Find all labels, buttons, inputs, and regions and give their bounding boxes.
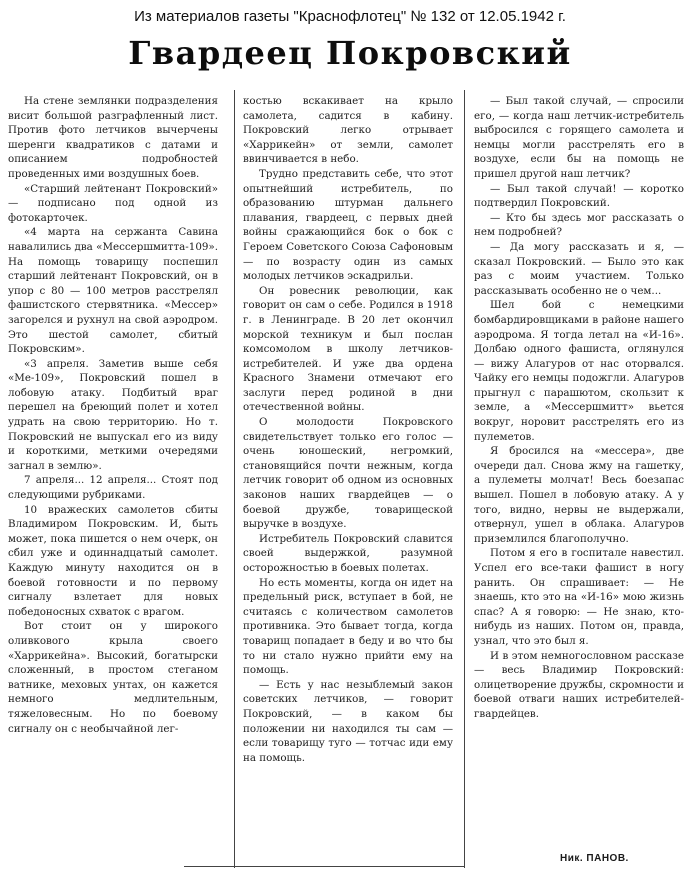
column-divider <box>464 90 465 868</box>
article-headline: Гвардеец Покровский <box>128 34 572 72</box>
paragraph: 10 вражеских самолетов сбиты Владимиром Покровским. И, быть может, пока пишется о нем очерк, он сбил уже и одиннадцатый самолет. Каждую минуту находится он в боевой готовности и по первому сигналу взлетает для новых победоносных схваток с врагом. <box>8 503 218 618</box>
paragraph: — Кто бы здесь мог рассказать о нем подробней? <box>474 211 684 239</box>
paragraph: — Есть у нас незыблемый закон советских летчиков, — говорит Покровский, — в каком бы положении ни находился ты сам — если товарищу туго — тотчас иди ему на помощь. <box>243 678 453 764</box>
source-caption: Из материалов газеты "Краснофлотец" № 132 от 12.05.1942 г. <box>134 8 566 25</box>
paragraph: — Был такой случай, — спросили его, — когда наш летчик-истребитель выбросился с горящего самолета и немцы могли расстрелять его в воздухе, если бы на помощь не пришел другой наш летчик? <box>474 95 684 180</box>
paragraph: костью вскакивает на крыло самолета, садится в кабину. Покровский легко отрывает «Харрикейн» от земли, самолет ввинчивается в небо. <box>243 95 453 166</box>
paragraph: Я бросился на «мессера», две очереди дал. Снова жму на гашетку, а пулеметы молчат! Весь боезапас вышел. Пошел в лобовую атаку. А у того, видно, нервы не выдержали, отвернул, ушел в облака. Алагуров приземлился благополучно. <box>474 445 684 545</box>
paragraph: Трудно представить себе, что этот опытнейший истребитель, по образованию штурман дальнего плавания, гвардеец, с первых дней войны сражающийся бок о бок с Героем Советского Союза Сафоновым — по возрасту один из самых молодых летчиков эскадрильи. <box>243 167 453 283</box>
paragraph: О молодости Покровского свидетельствует только его голос — очень юношеский, негромкий, становящийся почти нежным, когда летчик говорит об одном из основных законов наших гвардейцев — о боевой дружбе, товарищеской выручке в воздухе. <box>243 416 453 531</box>
paragraph: Он ровесник революции, как говорит он сам о себе. Родился в 1918 г. в Ленинграде. В 20 лет окончил морской техникум и был послан комсомолом в школу летчиков-истребителей. И уже два ордена Красного Знамени отмечают его заслуги перед родиной в дни отечественной войны. <box>243 284 453 414</box>
paragraph: На стене землянки подразделения висит большой разграфленный лист. Против фото летчиков вычерчены шеренги квадратиков с датами и описанием подробностей проведенных ими воздушных боев. <box>8 95 218 180</box>
paragraph: Но есть моменты, когда он идет на предельный риск, вступает в бой, не считаясь с количеством самолетов противника. Это бывает тогда, когда товарищ попадает в беду и во что бы то ни стало нужно прийти ему на помощь. <box>243 576 453 677</box>
paragraph: Вот стоит он у широкого оливкового крыла своего «Харрикейна». Высокий, богатырски сложенный, в простом стеганом ватнике, меховых унтах, он кажется немного медлительным, тяжеловесным. Но по боевому сигналу он с необычайной лег- <box>8 620 218 735</box>
paragraph: 7 апреля... 12 апреля... Стоят под следующими рубриками. <box>8 474 218 502</box>
paragraph: — Да могу рассказать и я, — сказал Покровский. — Было это как раз с моим участием. Только рассказывать особенно не о чем... <box>474 240 684 297</box>
paragraph: «Старший лейтенант Покровский» — подписано под одной из фотокарточек. <box>8 182 218 224</box>
paragraph: — Был такой случай! — коротко подтвердил Покровский. <box>474 182 684 210</box>
paragraph: Шел бой с немецкими бомбардировщиками в районе нашего аэродрома. Я тогда летал на «И-16». Долбаю одного фашиста, оглянулся — вижу Алагуров от нас оторвался. Чайку его немцы подожгли. Алагуров прыгнул с парашютом, скользит к земле, а «Мессершмитт» вьется вокруг, норовит расстрелять его из пулеметов. <box>474 299 684 443</box>
article-column-3 <box>474 94 684 722</box>
article-column-1 <box>8 94 218 736</box>
paragraph: И в этом немногословном рассказе — весь Владимир Покровский: олицетворение дружбы, скромности и боевой отваги наших истребителей-гвардейцев. <box>474 649 684 720</box>
paragraph: «3 апреля. Заметив выше себя «Ме-109», Покровский пошел в лобовую атаку. Подбитый враг перешел на бреющий полет и хотел удрать на свою территорию. Но т. Покровский не выпускал его из виду и короткими, меткими очередями загнал в землю». <box>8 357 218 472</box>
author-signature: Ник. ПАНОВ. <box>560 853 629 864</box>
bottom-rule <box>184 866 464 867</box>
paragraph: «4 марта на сержанта Савина навалились два «Мессершмитта-109». На помощь товарищу поспешил старший лейтенант Покровский, он в упор с 80 — 100 метров расстрелял фашистского стервятника. «Мессер» загорелся и рухнул на свой аэродром. Это шестой самолет, сбитый Покровским». <box>8 226 218 356</box>
column-divider <box>234 90 235 868</box>
paragraph: Истребитель Покровский славится своей выдержкой, разумной осторожностью в боевых полетах. <box>243 532 453 574</box>
paragraph: Потом я его в госпитале навестил. Успел его все-таки фашист в ногу ранить. Он спрашивает: — Не знаешь, кто это на «И-16» мою жизнь спас? А я говорю: — Не знаю, кто-нибудь из наших. Потом он, правда, узнал, что это был я. <box>474 547 684 647</box>
article-column-2 <box>243 94 453 765</box>
